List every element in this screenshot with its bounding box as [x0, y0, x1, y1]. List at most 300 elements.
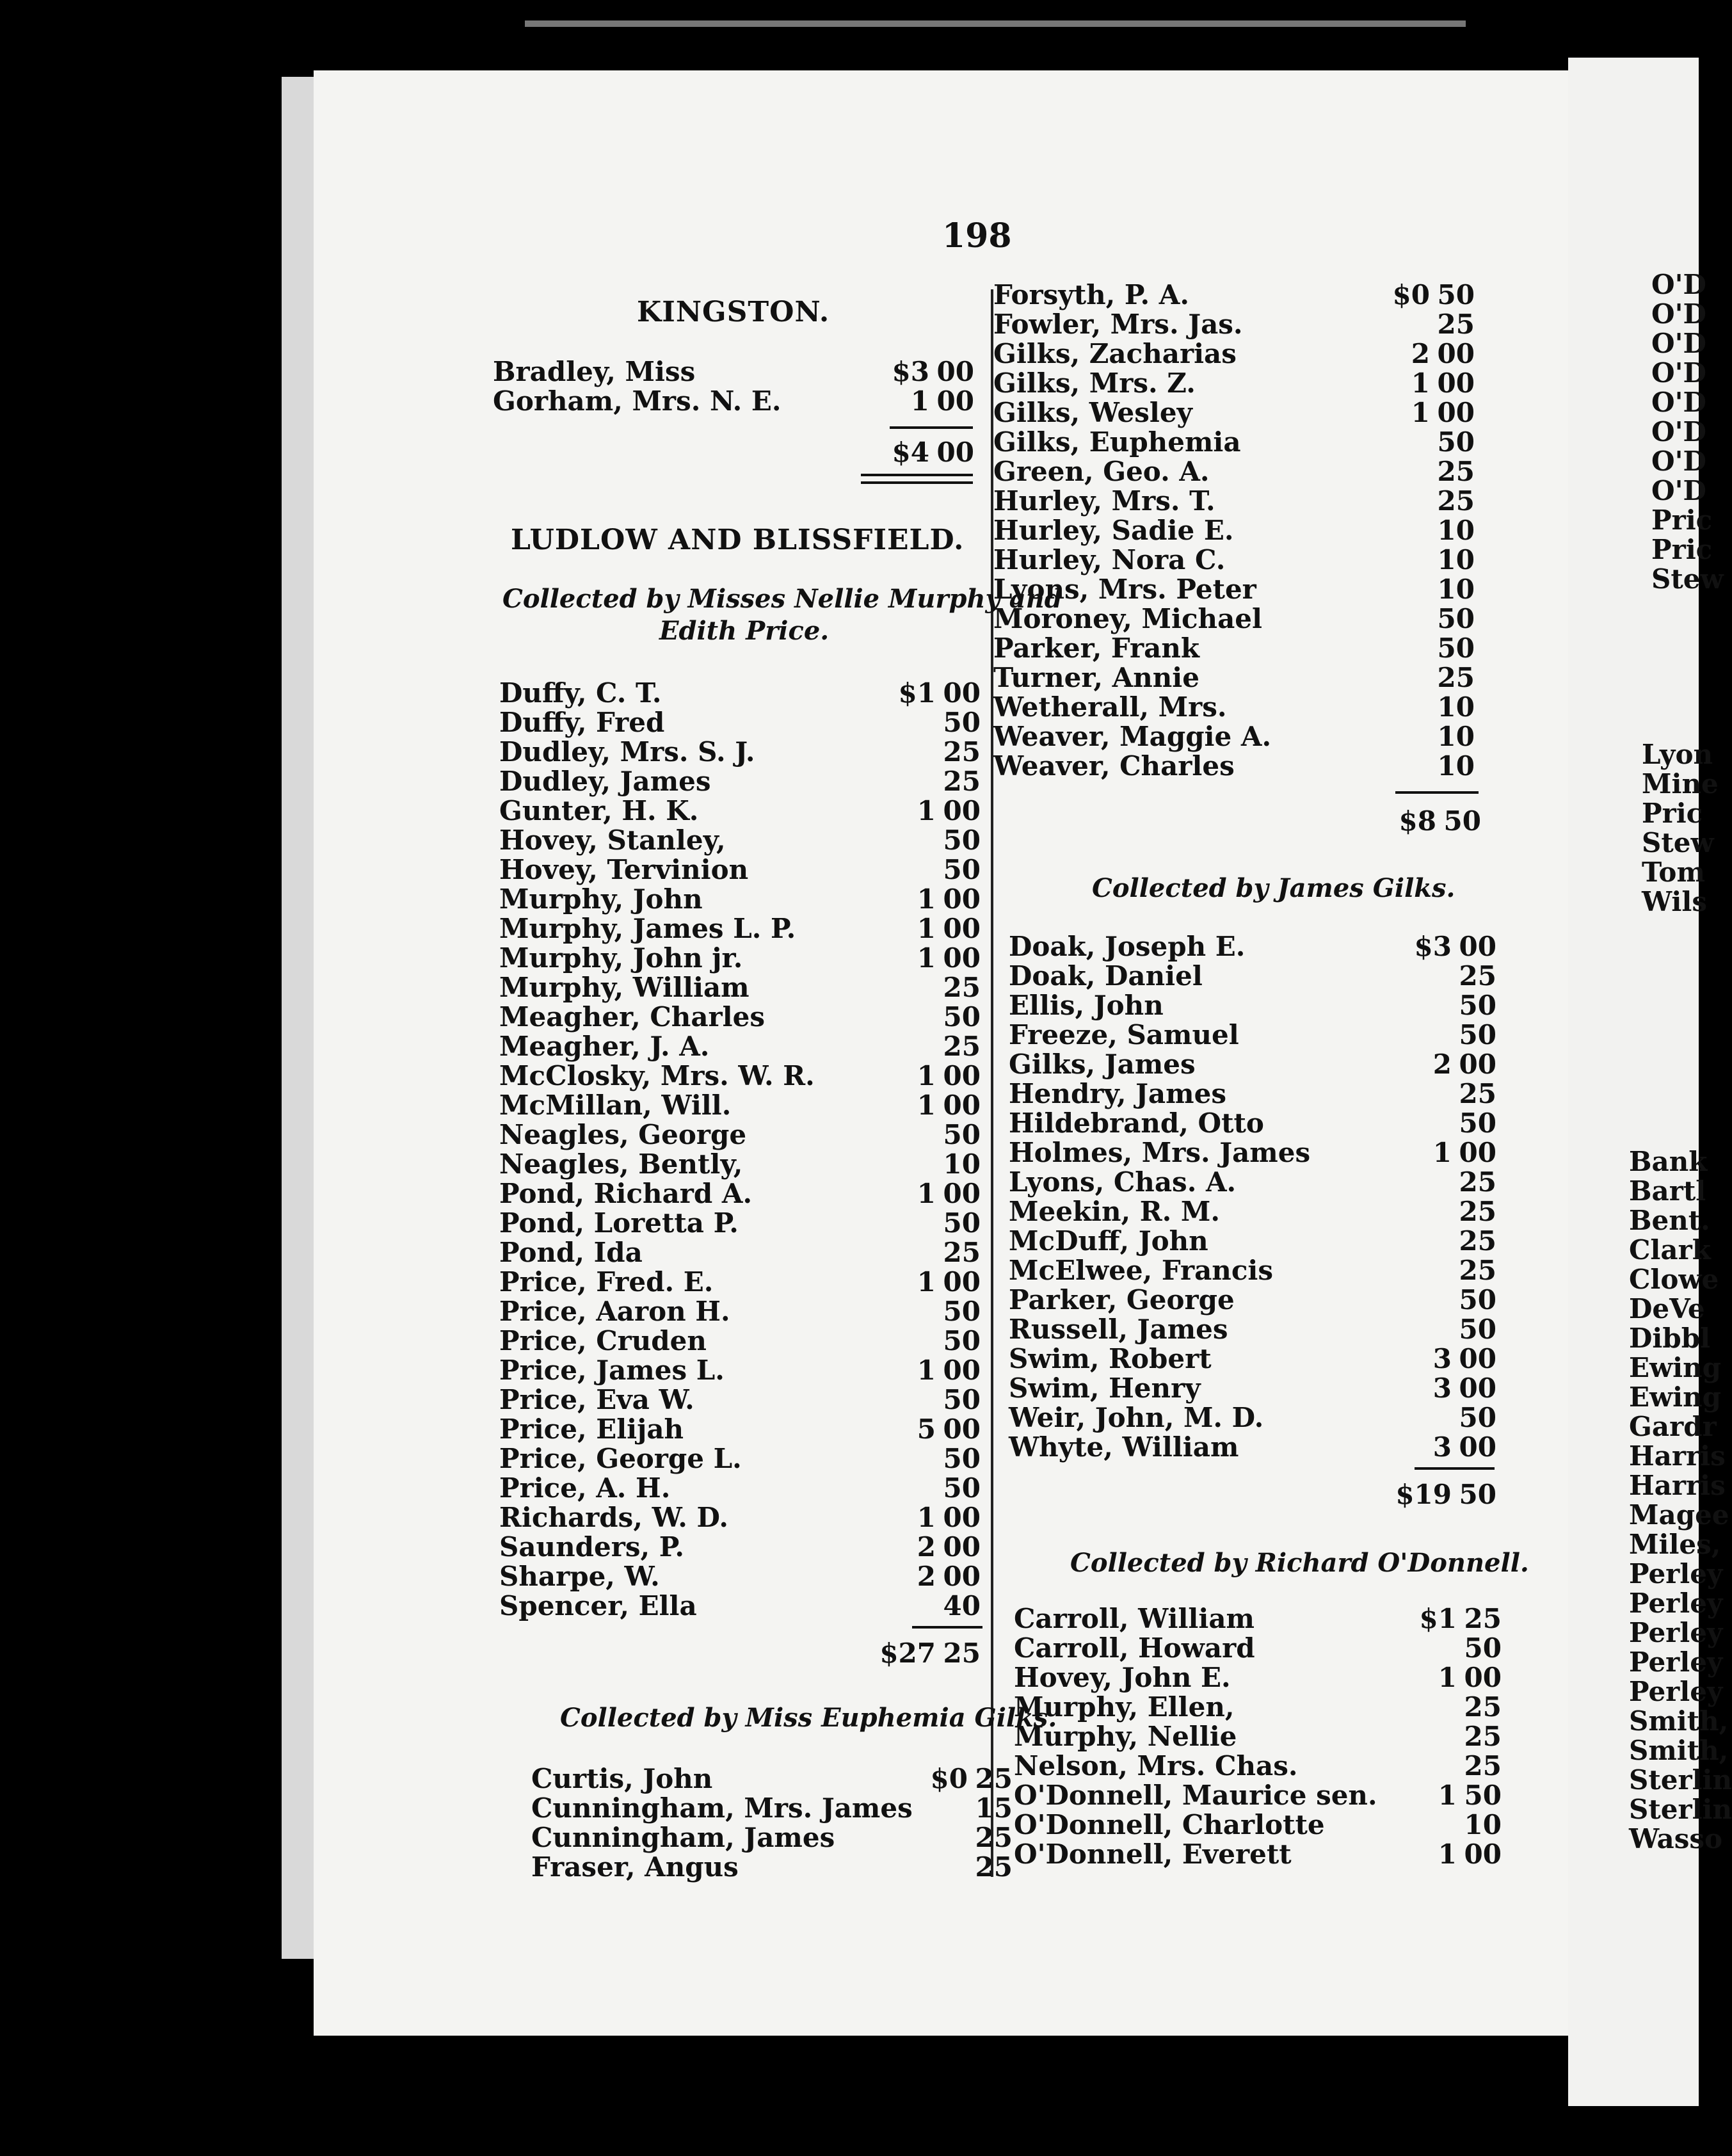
total-double-rule-1 — [861, 474, 973, 476]
james-row — [1009, 1168, 1496, 1197]
section-heading-kingston: KINGSTON. — [637, 296, 830, 328]
contributor-name: Parker, Frank — [993, 632, 1199, 664]
amount-dollars: 2 — [1411, 338, 1430, 369]
contributor-name: Dudley, James — [499, 766, 711, 797]
contribution-amount — [1430, 604, 1475, 634]
amount-cents: 10 — [1437, 721, 1475, 752]
amount-cents: 15 — [975, 1792, 1013, 1824]
contributor-name: McDuff, John — [1009, 1225, 1208, 1257]
contributor-name: Hovey, Tervinion — [499, 854, 749, 885]
amount-cents: 00 — [943, 1060, 981, 1091]
amount-cents: 25 — [1459, 1225, 1496, 1257]
adjacent-page-fragment: Clark — [1629, 1234, 1711, 1266]
contribution-amount — [936, 1591, 981, 1621]
collector-line: Collected by Miss Euphemia Gilks. — [560, 1703, 1057, 1733]
contribution-amount — [1411, 369, 1475, 398]
contribution-amount — [917, 885, 981, 914]
contributor-name: Price, Fred. E. — [499, 1266, 714, 1298]
contribution-amount — [1430, 428, 1475, 457]
contribution-amount — [917, 1356, 981, 1385]
james-row — [1009, 1285, 1496, 1315]
total-double-rule-2 — [861, 481, 973, 484]
amount-cents: 50 — [1437, 426, 1475, 458]
contributor-name: Lyons, Mrs. Peter — [993, 574, 1256, 605]
first-row — [993, 339, 1475, 369]
contribution-amount — [936, 1150, 981, 1179]
adjacent-page-fragment: Wils — [1642, 886, 1707, 917]
contribution-amount — [917, 1061, 981, 1091]
amount-dollars: $1 — [898, 677, 936, 709]
adjacent-page-fragment: Wasso — [1629, 1823, 1723, 1854]
collector-line: Collected by Richard O'Donnell. — [1070, 1548, 1529, 1578]
contributor-name: Wetherall, Mrs. — [993, 691, 1227, 723]
contribution-amount — [936, 855, 981, 885]
contribution-amount — [1457, 1810, 1502, 1840]
contribution-amount — [936, 708, 981, 737]
ludlow-row — [499, 1503, 981, 1533]
james-row — [1009, 932, 1496, 961]
collector-line: Collected by James Gilks. — [1092, 873, 1455, 903]
contributor-name: McMillan, Will. — [499, 1090, 732, 1121]
amount-cents: 10 — [1437, 544, 1475, 575]
amount-cents: 50 — [943, 1296, 981, 1327]
contributor-name: O'Donnell, Charlotte — [1014, 1809, 1325, 1840]
contribution-amount — [1433, 1433, 1496, 1462]
ludlow-row — [499, 1444, 981, 1474]
amount-cents: 00 — [943, 677, 981, 709]
ludlow-row — [499, 708, 981, 737]
contribution-amount — [936, 826, 981, 855]
adjacent-page-fragment: Smith, — [1629, 1705, 1729, 1737]
contributor-name: Doak, Joseph E. — [1009, 931, 1246, 962]
section-heading-ludlow: LUDLOW AND BLISSFIELD. — [511, 524, 965, 556]
adjacent-page-fragment: O'D — [1651, 416, 1706, 447]
amount-dollars: $1 — [1419, 1603, 1457, 1634]
amount-cents: 25 — [943, 766, 981, 797]
amount-cents: 50 — [943, 1325, 981, 1356]
amount-dollars: 1 — [917, 1060, 936, 1091]
amount-cents: 00 — [1437, 397, 1475, 428]
contributor-name: Forsyth, P. A. — [993, 279, 1189, 310]
ludlow-row — [499, 1120, 981, 1150]
ludlow-row — [499, 1032, 981, 1061]
contribution-amount — [1411, 398, 1475, 428]
contributor-name: Gunter, H. K. — [499, 795, 699, 826]
first-row — [993, 663, 1475, 693]
contribution-amount — [1430, 752, 1475, 781]
amount-cents: 00 — [943, 1178, 981, 1209]
contributor-name: Price, Eva W. — [499, 1384, 694, 1415]
contributor-name: Neagles, George — [499, 1119, 747, 1150]
amount-dollars: 2 — [917, 1531, 936, 1563]
amount-dollars: 1 — [1438, 1780, 1457, 1811]
ludlow-row — [499, 796, 981, 826]
amount-cents: 25 — [1464, 1750, 1502, 1782]
amount-cents: 25 — [975, 1851, 1013, 1883]
contributor-name: Cunningham, James — [531, 1822, 835, 1853]
contribution-amount — [1430, 663, 1475, 693]
amount-cents: 00 — [943, 883, 981, 915]
amount-cents: 10 — [1437, 574, 1475, 605]
contribution-amount — [936, 1209, 981, 1238]
contribution-amount — [1411, 339, 1475, 369]
euphemia-row — [531, 1794, 1013, 1823]
adjacent-page-fragment: Perley — [1629, 1617, 1723, 1648]
first-row — [993, 280, 1475, 310]
amount-cents: 25 — [1464, 1691, 1502, 1723]
contribution-amount — [936, 1032, 981, 1061]
adjacent-page-fragment: Mine — [1642, 768, 1719, 800]
contribution-amount — [1452, 1285, 1496, 1315]
amount-cents: 25 — [1437, 309, 1475, 340]
james-row — [1009, 1079, 1496, 1109]
contribution-amount — [1430, 693, 1475, 722]
contributor-name: Murphy, William — [499, 972, 750, 1003]
contributor-name: Moroney, Michael — [993, 603, 1262, 634]
ludlow-row — [499, 1297, 981, 1326]
contribution-amount — [1457, 1693, 1502, 1722]
james-row — [1009, 1256, 1496, 1285]
amount-cents: 50 — [1437, 603, 1475, 634]
contributor-name: Duffy, Fred — [499, 707, 665, 738]
amount-cents: 00 — [943, 942, 981, 974]
contributor-name: Cunningham, Mrs. James — [531, 1792, 913, 1824]
contributor-name: Hildebrand, Otto — [1009, 1107, 1264, 1139]
contribution-amount — [1430, 545, 1475, 575]
contributor-name: O'Donnell, Everett — [1014, 1838, 1292, 1870]
amount-dollars: 1 — [1432, 1137, 1452, 1168]
amount-cents: 25 — [1459, 1166, 1496, 1198]
amount-cents: 50 — [1464, 1780, 1502, 1811]
contribution-amount — [936, 1444, 981, 1474]
amount-cents: 25 — [943, 972, 981, 1003]
adjacent-page-fragment: Tom — [1642, 857, 1705, 888]
contribution-amount — [936, 1474, 981, 1503]
contributor-name: Meekin, R. M. — [1009, 1196, 1221, 1227]
amount-dollars: 2 — [1432, 1049, 1452, 1080]
contribution-amount — [1430, 487, 1475, 516]
contributor-name: Dudley, Mrs. S. J. — [499, 736, 755, 768]
contributor-name: Parker, George — [1009, 1284, 1235, 1315]
amount-cents: 25 — [975, 1763, 1013, 1794]
contribution-amount — [1452, 1109, 1496, 1138]
contribution-amount — [936, 767, 981, 796]
james-row — [1009, 1197, 1496, 1227]
ludlow-row — [499, 1002, 981, 1032]
contribution-amount — [1438, 1663, 1502, 1693]
contributor-name: Fowler, Mrs. Jas. — [993, 309, 1243, 340]
page-number: 198 — [942, 216, 1012, 255]
adjacent-page-fragment: Perley — [1629, 1646, 1723, 1678]
contribution-amount — [917, 914, 981, 944]
contribution-amount — [1452, 1256, 1496, 1285]
contributor-name: Swim, Robert — [1009, 1343, 1212, 1374]
contribution-amount — [936, 1385, 981, 1415]
contributor-name: Weaver, Maggie A. — [993, 721, 1272, 752]
amount-dollars: 1 — [1411, 397, 1430, 428]
amount-cents: 10 — [1437, 750, 1475, 782]
amount-cents: 10 — [1464, 1809, 1502, 1840]
contributor-name: McElwee, Francis — [1009, 1255, 1274, 1286]
amount-cents: 25 — [943, 1031, 981, 1062]
subtotal-rule — [912, 1626, 982, 1629]
ludlow-row — [499, 737, 981, 767]
adjacent-page-fragment: O'D — [1651, 387, 1706, 418]
adjacent-page-fragment: Bent. — [1629, 1205, 1710, 1236]
contribution-amount — [931, 1764, 1013, 1794]
adjacent-page-fragment: Stew — [1651, 563, 1724, 595]
first-row — [993, 545, 1475, 575]
amount-cents: 50 — [1459, 1019, 1496, 1050]
james-row — [1009, 1109, 1496, 1138]
total-cents: 00 — [936, 437, 974, 468]
contribution-amount — [1420, 1604, 1502, 1634]
contributor-name: Gilks, James — [1009, 1049, 1196, 1080]
subtotal-rule — [1395, 791, 1479, 794]
adjacent-page-fragment: Perley — [1629, 1588, 1723, 1619]
richard-row — [1014, 1604, 1502, 1634]
james-row — [1009, 1050, 1496, 1079]
contribution-amount — [1457, 1722, 1502, 1751]
contributor-name: Price, Aaron H. — [499, 1296, 730, 1327]
subtotal-rule — [890, 426, 973, 429]
contribution-amount — [1393, 280, 1475, 310]
contribution-amount — [1457, 1634, 1502, 1663]
ludlow-row — [499, 1562, 981, 1591]
amount-cents: 25 — [943, 1237, 981, 1268]
contribution-amount — [1433, 1050, 1496, 1079]
amount-cents: 50 — [943, 1443, 981, 1474]
adjacent-page-fragment: Miles, — [1629, 1529, 1721, 1560]
amount-cents: 25 — [1464, 1721, 1502, 1752]
amount-cents: 25 — [1459, 960, 1496, 992]
amount-dollars: 1 — [910, 385, 929, 417]
contribution-amount — [936, 1120, 981, 1150]
amount-cents: 50 — [1464, 1632, 1502, 1664]
ludlow-row — [499, 1267, 981, 1297]
adjacent-page-fragment: Sterlin — [1629, 1794, 1732, 1825]
amount-cents: 50 — [1437, 279, 1475, 310]
contributor-name: Price, Cruden — [499, 1325, 707, 1356]
amount-cents: 50 — [943, 1207, 981, 1239]
contributor-name: Murphy, Nellie — [1014, 1721, 1237, 1752]
richard-row — [1014, 1840, 1502, 1869]
james-row — [1009, 961, 1496, 991]
adjacent-page-fragment: O'D — [1651, 328, 1706, 359]
contribution-amount — [1438, 1840, 1502, 1869]
kingston-row — [493, 387, 974, 416]
contributor-name: Gilks, Euphemia — [993, 426, 1241, 458]
amount-cents: 50 — [943, 1119, 981, 1150]
amount-cents: 50 — [1459, 1402, 1496, 1433]
contributor-name: Spencer, Ella — [499, 1590, 697, 1621]
contributor-name: Carroll, William — [1014, 1603, 1255, 1634]
contributor-name: Freeze, Samuel — [1009, 1019, 1239, 1050]
euphemia-row — [531, 1823, 1013, 1853]
contribution-amount — [1452, 1315, 1496, 1344]
richard-row — [1014, 1751, 1502, 1781]
ludlow-row — [499, 1238, 981, 1267]
contributor-name: Neagles, Bently, — [499, 1148, 743, 1180]
contribution-amount — [917, 1179, 981, 1209]
amount-cents: 50 — [943, 825, 981, 856]
first-row — [993, 369, 1475, 398]
contributor-name: Richards, W. D. — [499, 1502, 728, 1533]
ludlow-total — [853, 1637, 981, 1669]
amount-cents: 10 — [1437, 515, 1475, 546]
first-row — [993, 516, 1475, 545]
amount-dollars: 1 — [917, 795, 936, 826]
first-row — [993, 428, 1475, 457]
first-row — [993, 634, 1475, 663]
contribution-amount — [1452, 991, 1496, 1020]
amount-dollars: $3 — [892, 356, 929, 387]
contributor-name: Gilks, Zacharias — [993, 338, 1237, 369]
contribution-amount — [1433, 1374, 1496, 1403]
contribution-amount — [1430, 575, 1475, 604]
ludlow-row — [499, 1533, 981, 1562]
amount-cents: 25 — [975, 1822, 1013, 1853]
amount-cents: 40 — [943, 1590, 981, 1621]
contributor-name: Gilks, Wesley — [993, 397, 1192, 428]
amount-dollars: 1 — [917, 942, 936, 974]
adjacent-page-fragment: Sterlin — [1629, 1764, 1732, 1796]
contributor-name: Price, James L. — [499, 1355, 725, 1386]
amount-cents: 00 — [943, 1090, 981, 1121]
contributor-name: Price, George L. — [499, 1443, 742, 1474]
contribution-amount — [1452, 1079, 1496, 1109]
amount-dollars: 5 — [917, 1413, 936, 1445]
ludlow-row — [499, 1326, 981, 1356]
amount-cents: 50 — [943, 1001, 981, 1033]
amount-dollars: 3 — [1432, 1343, 1452, 1374]
collector-line: Edith Price. — [659, 616, 830, 646]
adjacent-page-fragment: O'D — [1651, 269, 1706, 300]
amount-dollars: 1 — [917, 1266, 936, 1298]
contributor-name: Murphy, James L. P. — [499, 913, 796, 944]
amount-cents: 00 — [943, 795, 981, 826]
adjacent-page-fragment: O'D — [1651, 446, 1706, 477]
contributor-name: Weaver, Charles — [993, 750, 1235, 782]
amount-dollars: $0 — [1392, 279, 1430, 310]
contributor-name: Fraser, Angus — [531, 1851, 739, 1883]
adjacent-page-fragment: Dibbl — [1629, 1323, 1711, 1354]
contribution-amount — [968, 1794, 1013, 1823]
contribution-amount — [936, 737, 981, 767]
contributor-name: Pond, Richard A. — [499, 1178, 753, 1209]
adjacent-page-fragment: Ewing — [1629, 1352, 1722, 1383]
amount-cents: 00 — [943, 1502, 981, 1533]
euphemia-row — [531, 1853, 1013, 1882]
amount-cents: 00 — [943, 1531, 981, 1563]
ludlow-row — [499, 855, 981, 885]
contributor-name: Meagher, J. A. — [499, 1031, 710, 1062]
contributor-name: Hendry, James — [1009, 1078, 1226, 1109]
adjacent-page-fragment: Clowe — [1629, 1264, 1719, 1295]
contributor-name: Russell, James — [1009, 1314, 1228, 1345]
amount-cents: 50 — [943, 1384, 981, 1415]
contribution-amount — [899, 679, 981, 708]
contributor-name: Turner, Annie — [993, 662, 1199, 693]
amount-dollars: $3 — [1414, 931, 1452, 962]
total-cents: 50 — [1443, 805, 1481, 837]
amount-cents: 00 — [1459, 931, 1496, 962]
adjacent-page-fragment: Smith, — [1629, 1735, 1729, 1766]
amount-cents: 50 — [1459, 1314, 1496, 1345]
contribution-amount — [917, 1267, 981, 1297]
amount-cents: 00 — [936, 356, 974, 387]
contributor-name: O'Donnell, Maurice sen. — [1014, 1780, 1377, 1811]
contribution-amount — [917, 1533, 981, 1562]
james-row — [1009, 1403, 1496, 1433]
james-row — [1009, 1433, 1496, 1462]
first-row — [993, 604, 1475, 634]
contributor-name: Hovey, Stanley, — [499, 825, 726, 856]
contributor-name: Price, A. H. — [499, 1472, 671, 1504]
contribution-amount — [1433, 1138, 1496, 1168]
amount-cents: 00 — [1459, 1431, 1496, 1463]
first-row — [993, 310, 1475, 339]
amount-dollars: 1 — [917, 1355, 936, 1386]
contribution-amount — [936, 1238, 981, 1267]
contribution-amount — [968, 1853, 1013, 1882]
amount-cents: 25 — [1459, 1078, 1496, 1109]
amount-dollars: 2 — [917, 1561, 936, 1592]
james-total — [1368, 1479, 1496, 1510]
ludlow-row — [499, 679, 981, 708]
amount-cents: 25 — [1437, 662, 1475, 693]
first-row — [993, 487, 1475, 516]
amount-cents: 00 — [1459, 1049, 1496, 1080]
first-row — [993, 693, 1475, 722]
contributor-name: Gorham, Mrs. N. E. — [493, 385, 782, 417]
amount-cents: 50 — [943, 707, 981, 738]
contributor-name: Hurley, Mrs. T. — [993, 485, 1215, 517]
contributor-name: Whyte, William — [1009, 1431, 1239, 1463]
richard-row — [1014, 1663, 1502, 1693]
contributor-name: Hurley, Nora C. — [993, 544, 1226, 575]
ludlow-row — [499, 1591, 981, 1621]
richard-row — [1014, 1781, 1502, 1810]
ludlow-row — [499, 973, 981, 1002]
amount-dollars: 1 — [1438, 1838, 1457, 1870]
richard-row — [1014, 1693, 1502, 1722]
ludlow-row — [499, 1385, 981, 1415]
contributor-name: Bradley, Miss — [493, 356, 696, 387]
amount-cents: 00 — [943, 1266, 981, 1298]
adjacent-page-fragment: O'D — [1651, 357, 1706, 389]
adjacent-page-fragment: Pric — [1651, 504, 1713, 536]
contribution-amount — [892, 357, 974, 387]
contributor-name: Curtis, John — [531, 1763, 713, 1794]
amount-dollars: 1 — [1438, 1662, 1457, 1693]
contribution-amount — [1457, 1751, 1502, 1781]
first-row — [993, 722, 1475, 752]
amount-cents: 25 — [1437, 456, 1475, 487]
amount-cents: 00 — [1437, 338, 1475, 369]
adjacent-page-fragment: Gardr — [1629, 1411, 1717, 1442]
contributor-name: Lyons, Chas. A. — [1009, 1166, 1237, 1198]
contribution-amount — [911, 387, 974, 416]
contributor-name: Nelson, Mrs. Chas. — [1014, 1750, 1298, 1782]
james-row — [1009, 1020, 1496, 1050]
amount-cents: 50 — [943, 854, 981, 885]
total-dollars: $19 — [1395, 1479, 1452, 1510]
contribution-amount — [1452, 1168, 1496, 1197]
subtotal-rule — [1415, 1467, 1495, 1470]
contribution-amount — [1452, 1403, 1496, 1433]
kingston-total — [846, 437, 974, 468]
